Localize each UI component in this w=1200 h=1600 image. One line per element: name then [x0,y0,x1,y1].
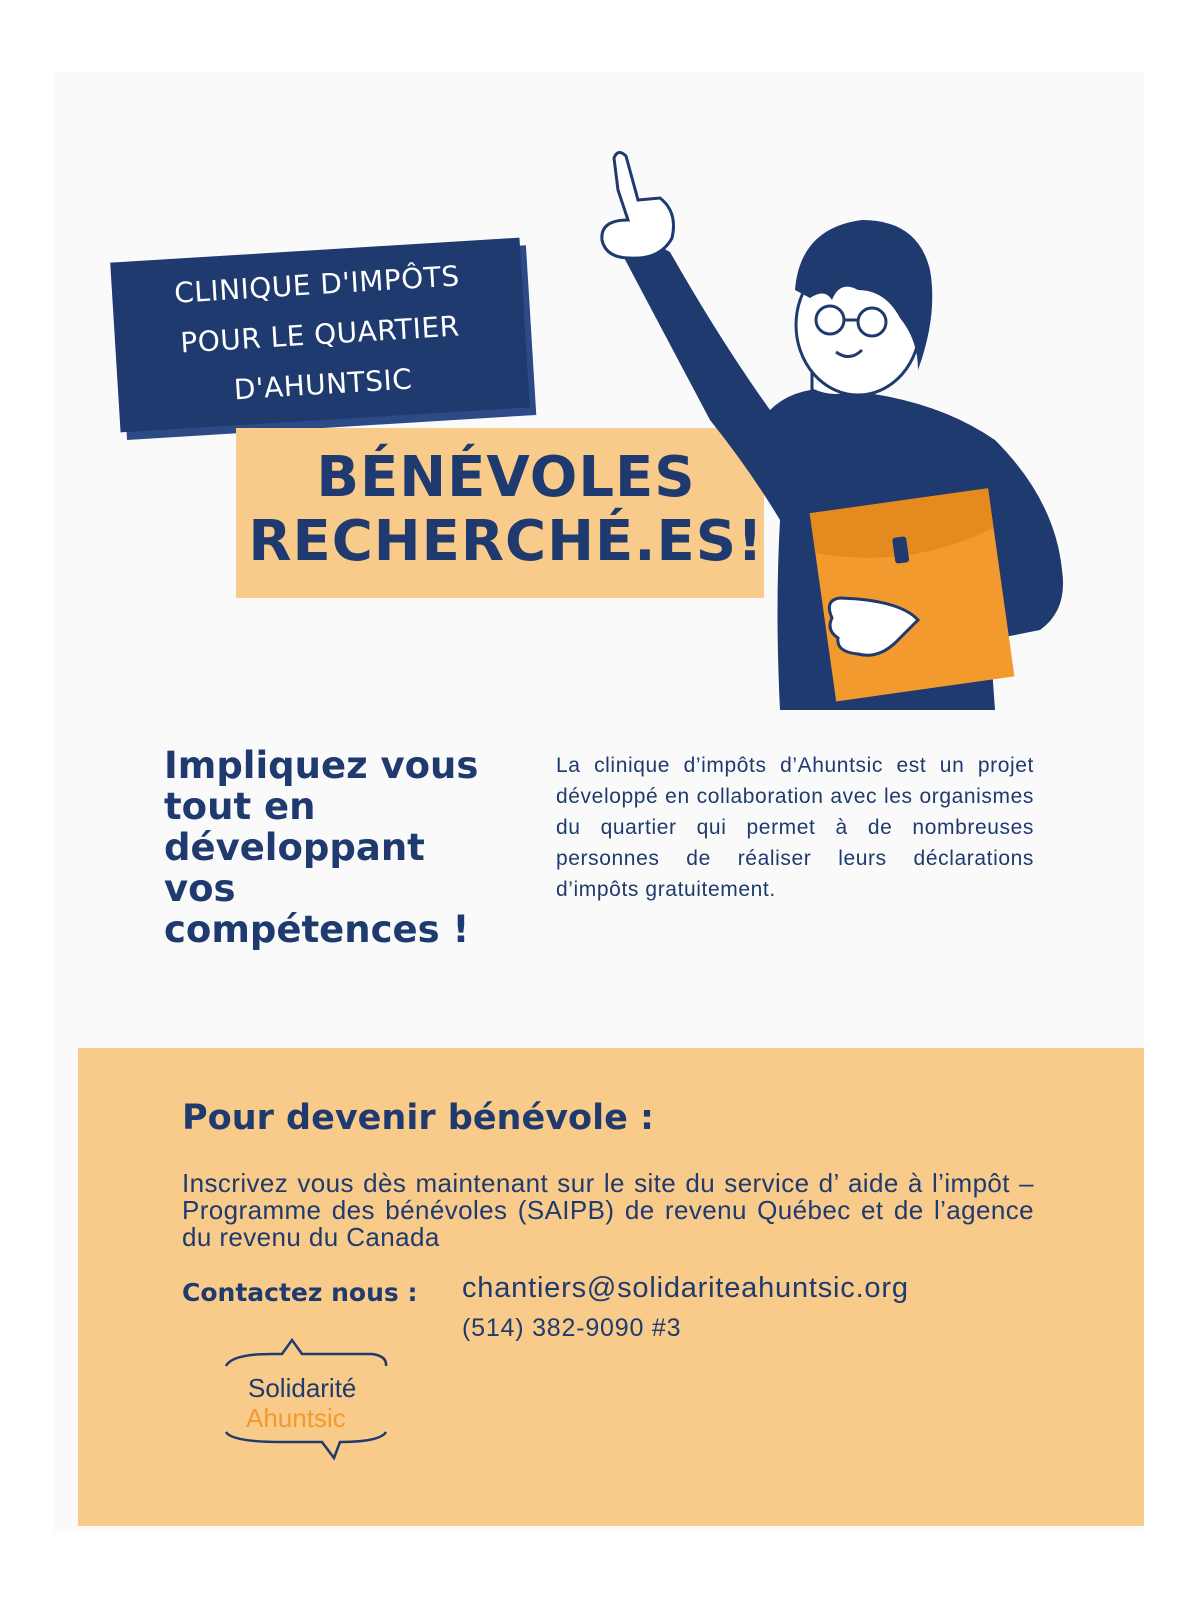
contact-email[interactable]: chantiers@solidariteahuntsic.org [462,1272,909,1304]
intro-heading: Impliquez vous tout en développant vos compétences ! [164,744,479,951]
volunteer-illustration [600,140,1100,710]
cta-body: Inscrivez vous dès maintenant sur le site du service d’ aide à l’impôt – Programme des bénévoles (SAIPB) de revenu Québec et de l’agence du revenu du Canada [182,1168,1034,1252]
logo-text-ahuntsic: Ahuntsic [246,1403,346,1433]
clinic-title: CLINIQUE D'IMPÔTS POUR LE QUARTIER D'AHUNTSIC [173,259,461,407]
intro-description: La clinique d’impôts d’Ahuntsic est un projet développé en collaboration avec les organismes du quartier qui permet à de nombreuses personnes de réaliser leurs déclarations d’impôts gratuitement. [556,754,1034,901]
contact-phone[interactable]: (514) 382-9090 #3 [462,1314,682,1342]
contact-label: Contactez nous : [182,1278,418,1307]
headline-line-1: BÉNÉVOLES [316,445,696,510]
headline [236,446,776,574]
logo-text-solidarite: Solidarité [248,1373,357,1403]
clinic-title-banner [110,238,530,433]
headline-line-2: RECHERCHÉ.ES! [248,509,764,574]
cta-heading: Pour devenir bénévole : [182,1098,654,1138]
